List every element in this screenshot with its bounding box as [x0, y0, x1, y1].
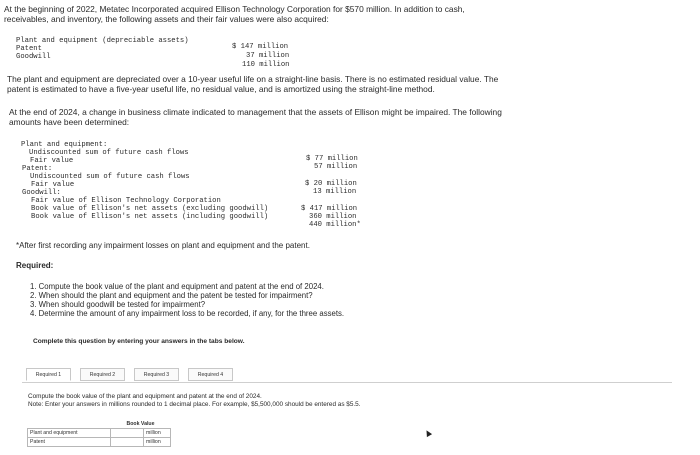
required-item-4: 4. Determine the amount of any impairment loss to be recorded, if any, for the three assets. — [30, 309, 345, 318]
tab-bar — [22, 366, 672, 383]
instruction-text: Complete this question by entering your answers in the tabs below. — [33, 338, 245, 345]
task-note: Note: Enter your answers in millions rounded to 1 decimal place. For example, $5,500,000 should be entered as $5.5. — [28, 401, 361, 408]
intro-line-1: At the beginning of 2022, Metatec Incorporated acquired Ellison Technology Corporation for $570 million. In addition to cash, — [4, 4, 465, 14]
asset-patent-value: 37 million — [246, 52, 290, 60]
mouse-cursor-icon — [424, 429, 432, 437]
impair-pe-fair-value: 57 million — [314, 163, 358, 171]
impair-gw-excl-value: 360 million — [309, 213, 357, 221]
impair-pat-undisc-label: Undiscounted sum of future cash flows — [30, 173, 190, 181]
plant-equipment-unit: million — [144, 429, 171, 438]
row-label-plant-equipment: Plant and equipment — [28, 429, 111, 438]
impair-gw-incl-label: Book value of Ellison's net assets (including goodwill) — [31, 213, 269, 221]
answer-table — [27, 420, 171, 447]
required-heading: Required: — [16, 261, 54, 270]
patent-unit: million — [144, 438, 171, 447]
tab-required-4[interactable]: Required 4 — [188, 368, 233, 381]
book-value-header: Book Value — [111, 420, 171, 429]
depreciation-line-2: patent is estimated to have a five-year useful life, no residual value, and is amortized using the straight-line method. — [7, 84, 435, 94]
year-end-line-2: amounts have been determined: — [9, 117, 130, 127]
intro-line-2: receivables, and inventory, the following assets and their fair values were also acquired: — [4, 14, 329, 24]
impair-patent-header: Patent: — [22, 165, 53, 173]
impair-gw-fair-label: Fair value of Ellison Technology Corporation — [31, 197, 221, 205]
impair-gw-incl-value: 440 million* — [309, 221, 361, 229]
depreciation-line-1: The plant and equipment are depreciated over a 10-year useful life on a straight-line basis. There is no estimated residual value. The — [7, 74, 499, 84]
impair-gw-excl-label: Book value of Ellison's net assets (excluding goodwill) — [31, 205, 269, 213]
asset-pe-label: Plant and equipment (depreciable assets) — [16, 37, 189, 45]
asset-goodwill-label: Goodwill — [16, 53, 51, 61]
patent-input[interactable] — [111, 438, 144, 447]
tab-required-2[interactable]: Required 2 — [80, 368, 125, 381]
plant-equipment-input[interactable] — [111, 429, 144, 438]
impair-pe-undisc-label: Undiscounted sum of future cash flows — [29, 149, 189, 157]
impair-pat-fair-value: 13 million — [313, 188, 357, 196]
required-item-3: 3. When should goodwill be tested for impairment? — [30, 300, 206, 309]
row-label-patent: Patent — [28, 438, 111, 447]
impair-pat-fair-label: Fair value — [31, 181, 75, 189]
asset-patent-label: Patent — [16, 45, 42, 53]
footnote: *After first recording any impairment losses on plant and equipment and the patent. — [16, 241, 310, 250]
impair-pe-undisc-value: $ 77 million — [306, 155, 358, 163]
impair-goodwill-header: Goodwill: — [22, 189, 61, 197]
required-item-2: 2. When should the plant and equipment and the patent be tested for impairment? — [30, 291, 313, 300]
impair-pe-fair-label: Fair value — [30, 157, 74, 165]
table-row — [28, 429, 171, 438]
tab-required-1[interactable]: Required 1 — [26, 368, 71, 381]
table-row — [28, 438, 171, 447]
asset-pe-value: $ 147 million — [232, 43, 289, 51]
tab-required-3[interactable]: Required 3 — [134, 368, 179, 381]
impair-pat-undisc-value: $ 20 million — [305, 180, 357, 188]
year-end-line-1: At the end of 2024, a change in business climate indicated to management that the assets of Ellison might be impaired. The following — [9, 107, 502, 117]
task-line-1: Compute the book value of the plant and equipment and patent at the end of 2024. — [28, 393, 262, 400]
asset-goodwill-value: 110 million — [242, 61, 290, 69]
impair-gw-fair-value: $ 417 million — [301, 205, 358, 213]
required-item-1: 1. Compute the book value of the plant and equipment and patent at the end of 2024. — [30, 282, 324, 291]
impair-pe-header: Plant and equipment: — [21, 141, 108, 149]
